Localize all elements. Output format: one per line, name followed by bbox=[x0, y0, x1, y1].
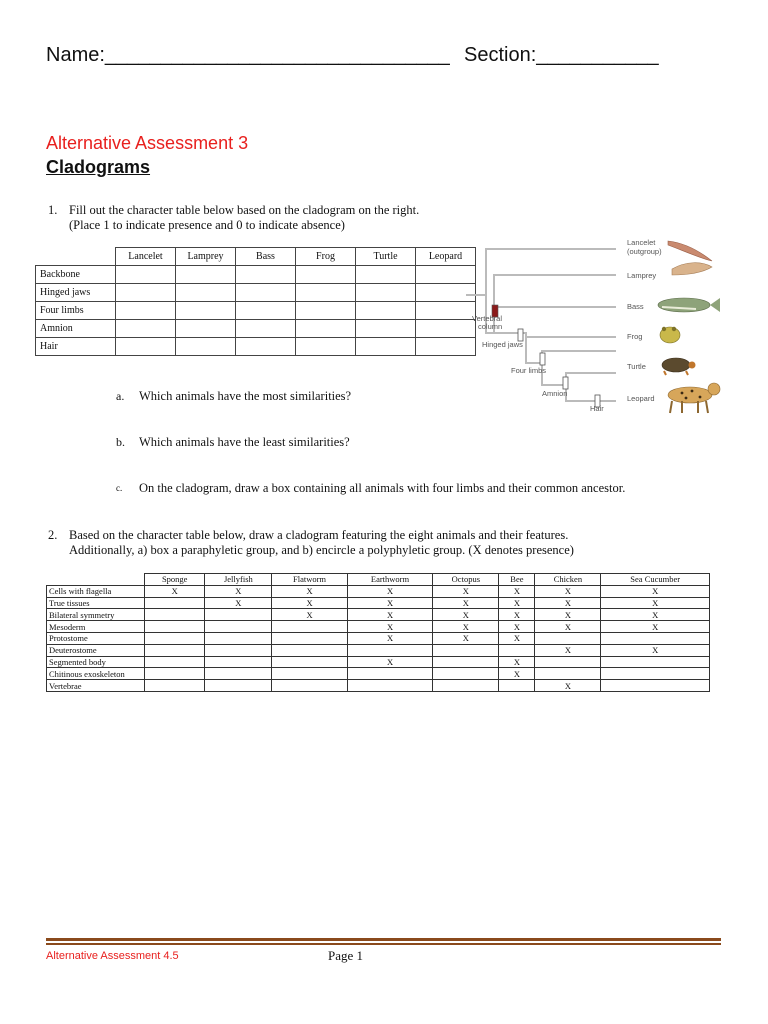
feat-cell: X bbox=[535, 621, 601, 633]
feat-cell: X bbox=[347, 656, 433, 668]
feat-cell: X bbox=[433, 597, 499, 609]
q1c-letter: c. bbox=[116, 483, 123, 493]
feat-table-row bbox=[47, 609, 710, 621]
char-answer-cell[interactable] bbox=[236, 302, 296, 320]
feat-cell: X bbox=[499, 621, 535, 633]
q1a-text: Which animals have the most similarities? bbox=[139, 389, 352, 403]
feat-table-row bbox=[47, 644, 710, 656]
feat-cell: X bbox=[499, 632, 535, 644]
char-answer-cell[interactable] bbox=[116, 302, 176, 320]
char-answer-cell[interactable] bbox=[176, 320, 236, 338]
feat-cell: X bbox=[347, 632, 433, 644]
char-col-header: Frog bbox=[296, 248, 356, 266]
char-answer-cell[interactable] bbox=[116, 338, 176, 356]
feat-cell: X bbox=[499, 597, 535, 609]
feat-cell: X bbox=[535, 597, 601, 609]
feat-row-label: Cells with flagella bbox=[47, 585, 145, 597]
feat-cell bbox=[205, 632, 272, 644]
feat-cell bbox=[145, 621, 205, 633]
q1-number: 1. bbox=[48, 203, 58, 217]
feat-cell: X bbox=[347, 609, 433, 621]
feat-row-label: Vertebrae bbox=[47, 680, 145, 692]
feat-cell bbox=[433, 668, 499, 680]
char-table-row bbox=[36, 302, 476, 320]
feat-table-row bbox=[47, 680, 710, 692]
feat-cell bbox=[145, 668, 205, 680]
feat-cell: X bbox=[601, 585, 710, 597]
feat-cell: X bbox=[433, 609, 499, 621]
taxon-bass: Bass bbox=[627, 302, 644, 311]
char-answer-cell[interactable] bbox=[296, 284, 356, 302]
feat-cell: X bbox=[535, 680, 601, 692]
feat-col-header: Sponge bbox=[145, 574, 205, 586]
taxon-lamprey: Lamprey bbox=[627, 271, 657, 280]
trait-vertebral-column: column bbox=[478, 322, 503, 331]
footer-rule-thin bbox=[46, 943, 721, 945]
feat-row-label: Bilateral symmetry bbox=[47, 609, 145, 621]
char-row-label: Amnion bbox=[36, 320, 116, 338]
char-table-row bbox=[36, 284, 476, 302]
char-answer-cell[interactable] bbox=[356, 266, 416, 284]
feat-cell bbox=[205, 656, 272, 668]
q2-line2: Additionally, a) box a paraphyletic group, and b) encircle a polyphyletic group. (X denotes presence) bbox=[69, 543, 574, 557]
char-answer-cell[interactable] bbox=[236, 320, 296, 338]
feat-table-corner bbox=[47, 574, 145, 586]
feat-table-header bbox=[47, 574, 710, 586]
feat-cell bbox=[535, 656, 601, 668]
trait-vertebral: Vertebral bbox=[472, 314, 503, 323]
four-limbs-marker bbox=[540, 353, 545, 365]
char-row-label: Hair bbox=[36, 338, 116, 356]
taxon-leopard: Leopard bbox=[627, 394, 655, 403]
feat-cell: X bbox=[272, 597, 347, 609]
cladogram bbox=[466, 235, 728, 420]
page-number: Page 1 bbox=[328, 948, 364, 963]
feature-table bbox=[46, 573, 710, 692]
char-col-header: Turtle bbox=[356, 248, 416, 266]
feat-cell: X bbox=[272, 585, 347, 597]
char-answer-cell[interactable] bbox=[296, 338, 356, 356]
feat-cell: X bbox=[499, 656, 535, 668]
char-answer-cell[interactable] bbox=[116, 284, 176, 302]
char-row-label: Hinged jaws bbox=[36, 284, 116, 302]
feat-cell bbox=[601, 656, 710, 668]
char-table-row bbox=[36, 266, 476, 284]
char-answer-cell[interactable] bbox=[176, 302, 236, 320]
feat-cell: X bbox=[499, 668, 535, 680]
feat-row-label: True tissues bbox=[47, 597, 145, 609]
char-answer-cell[interactable] bbox=[176, 338, 236, 356]
feat-cell bbox=[272, 680, 347, 692]
char-answer-cell[interactable] bbox=[236, 266, 296, 284]
feat-cell: X bbox=[347, 585, 433, 597]
char-col-header: Lancelet bbox=[116, 248, 176, 266]
feat-cell: X bbox=[535, 609, 601, 621]
feat-cell: X bbox=[535, 585, 601, 597]
feat-cell bbox=[535, 668, 601, 680]
feat-cell bbox=[347, 668, 433, 680]
character-table bbox=[35, 247, 476, 356]
feat-cell: X bbox=[535, 644, 601, 656]
trait-amnion: Amnion bbox=[542, 389, 568, 398]
feat-cell: X bbox=[433, 632, 499, 644]
frog-illustration bbox=[660, 327, 680, 343]
feat-cell: X bbox=[601, 609, 710, 621]
char-answer-cell[interactable] bbox=[176, 284, 236, 302]
feat-cell bbox=[145, 609, 205, 621]
feat-col-header: Jellyfish bbox=[205, 574, 272, 586]
q1a-letter: a. bbox=[116, 389, 125, 403]
name-field[interactable]: Name:_______________________________ bbox=[46, 44, 450, 66]
feat-cell: X bbox=[145, 585, 205, 597]
feat-cell bbox=[433, 680, 499, 692]
feat-row-label: Protostome bbox=[47, 632, 145, 644]
char-table-corner bbox=[36, 248, 116, 266]
feat-col-header: Chicken bbox=[535, 574, 601, 586]
taxon-lancelet-outgroup: (outgroup) bbox=[627, 247, 662, 256]
feat-cell: X bbox=[433, 585, 499, 597]
feat-table-row bbox=[47, 632, 710, 644]
char-answer-cell[interactable] bbox=[356, 338, 416, 356]
turtle-illustration bbox=[662, 358, 696, 375]
feat-cell bbox=[272, 656, 347, 668]
trait-hair: Hair bbox=[590, 404, 604, 413]
feat-col-header: Earthworm bbox=[347, 574, 433, 586]
lancelet-illustration bbox=[668, 241, 712, 261]
feat-cell bbox=[347, 644, 433, 656]
char-answer-cell[interactable] bbox=[356, 284, 416, 302]
feat-cell bbox=[205, 680, 272, 692]
char-answer-cell[interactable] bbox=[296, 266, 356, 284]
char-answer-cell[interactable] bbox=[236, 284, 296, 302]
char-answer-cell[interactable] bbox=[296, 302, 356, 320]
amnion-marker bbox=[563, 377, 568, 389]
char-table-row bbox=[36, 320, 476, 338]
q2-line1: Based on the character table below, draw a cladogram featuring the eight animals and their features. bbox=[69, 528, 569, 542]
feat-cell bbox=[499, 644, 535, 656]
feat-cell bbox=[272, 621, 347, 633]
feat-cell: X bbox=[433, 621, 499, 633]
q1c-text: On the cladogram, draw a box containing all animals with four limbs and their common ancestor. bbox=[139, 481, 626, 495]
char-col-header: Leopard bbox=[416, 248, 476, 266]
q1b-text: Which animals have the least similarities? bbox=[139, 435, 350, 449]
feat-cell: X bbox=[601, 644, 710, 656]
char-answer-cell[interactable] bbox=[356, 320, 416, 338]
feat-cell bbox=[205, 644, 272, 656]
feat-cell bbox=[272, 632, 347, 644]
feat-cell bbox=[205, 668, 272, 680]
feat-row-label: Deuterostome bbox=[47, 644, 145, 656]
feat-cell: X bbox=[272, 609, 347, 621]
bass-illustration bbox=[658, 298, 720, 312]
char-row-label: Four limbs bbox=[36, 302, 116, 320]
feat-col-header: Octopus bbox=[433, 574, 499, 586]
section-field[interactable]: Section:___________ bbox=[464, 44, 659, 66]
feat-cell bbox=[205, 621, 272, 633]
feat-table-row bbox=[47, 585, 710, 597]
footer-rule bbox=[46, 938, 721, 941]
feat-row-label: Segmented body bbox=[47, 656, 145, 668]
feat-cell: X bbox=[499, 585, 535, 597]
char-table-row bbox=[36, 338, 476, 356]
assessment-title: Alternative Assessment 3 bbox=[46, 133, 249, 153]
char-answer-cell[interactable] bbox=[296, 320, 356, 338]
q1-line2: (Place 1 to indicate presence and 0 to indicate absence) bbox=[69, 218, 345, 232]
feat-cell bbox=[601, 680, 710, 692]
char-answer-cell[interactable] bbox=[356, 302, 416, 320]
feat-cell bbox=[535, 632, 601, 644]
feat-cell: X bbox=[205, 597, 272, 609]
feat-cell: X bbox=[347, 597, 433, 609]
feat-cell bbox=[499, 680, 535, 692]
char-table-header bbox=[36, 248, 476, 266]
feat-table-row bbox=[47, 597, 710, 609]
leopard-illustration bbox=[668, 383, 720, 413]
feat-cell bbox=[145, 644, 205, 656]
feat-cell: X bbox=[205, 585, 272, 597]
feat-cell bbox=[145, 656, 205, 668]
q1b-letter: b. bbox=[116, 435, 125, 449]
char-row-label: Backbone bbox=[36, 266, 116, 284]
feat-col-header: Sea Cucumber bbox=[601, 574, 710, 586]
feat-row-label: Chitinous exoskeleton bbox=[47, 668, 145, 680]
feat-col-header: Bee bbox=[499, 574, 535, 586]
char-answer-cell[interactable] bbox=[236, 338, 296, 356]
feat-cell bbox=[205, 609, 272, 621]
feat-cell: X bbox=[347, 621, 433, 633]
feat-cell bbox=[433, 644, 499, 656]
char-answer-cell[interactable] bbox=[116, 320, 176, 338]
char-col-header: Lamprey bbox=[176, 248, 236, 266]
feat-cell: X bbox=[499, 609, 535, 621]
feat-table-row bbox=[47, 621, 710, 633]
feat-cell: X bbox=[601, 597, 710, 609]
char-answer-cell[interactable] bbox=[176, 266, 236, 284]
feat-row-label: Mesoderm bbox=[47, 621, 145, 633]
taxon-turtle: Turtle bbox=[627, 362, 646, 371]
feat-cell bbox=[145, 680, 205, 692]
feat-cell bbox=[347, 680, 433, 692]
trait-hinged-jaws: Hinged jaws bbox=[482, 340, 523, 349]
q1-line1: Fill out the character table below based on the cladogram on the right. bbox=[69, 203, 420, 217]
feat-cell bbox=[272, 644, 347, 656]
char-col-header: Bass bbox=[236, 248, 296, 266]
feat-table-row bbox=[47, 656, 710, 668]
trait-four-limbs: Four limbs bbox=[511, 366, 547, 375]
feat-cell bbox=[145, 632, 205, 644]
feat-cell bbox=[433, 656, 499, 668]
feat-cell: X bbox=[601, 621, 710, 633]
footer-title: Alternative Assessment 4.5 bbox=[46, 950, 179, 962]
feat-cell bbox=[601, 632, 710, 644]
q2-number: 2. bbox=[48, 528, 58, 542]
char-answer-cell[interactable] bbox=[116, 266, 176, 284]
taxon-lancelet: Lancelet bbox=[627, 238, 656, 247]
feat-col-header: Flatworm bbox=[272, 574, 347, 586]
feat-cell bbox=[601, 668, 710, 680]
feat-cell bbox=[272, 668, 347, 680]
topic-title: Cladograms bbox=[46, 157, 151, 177]
taxon-frog: Frog bbox=[627, 332, 643, 341]
feat-cell bbox=[145, 597, 205, 609]
feat-table-row bbox=[47, 668, 710, 680]
lamprey-illustration bbox=[672, 263, 712, 275]
